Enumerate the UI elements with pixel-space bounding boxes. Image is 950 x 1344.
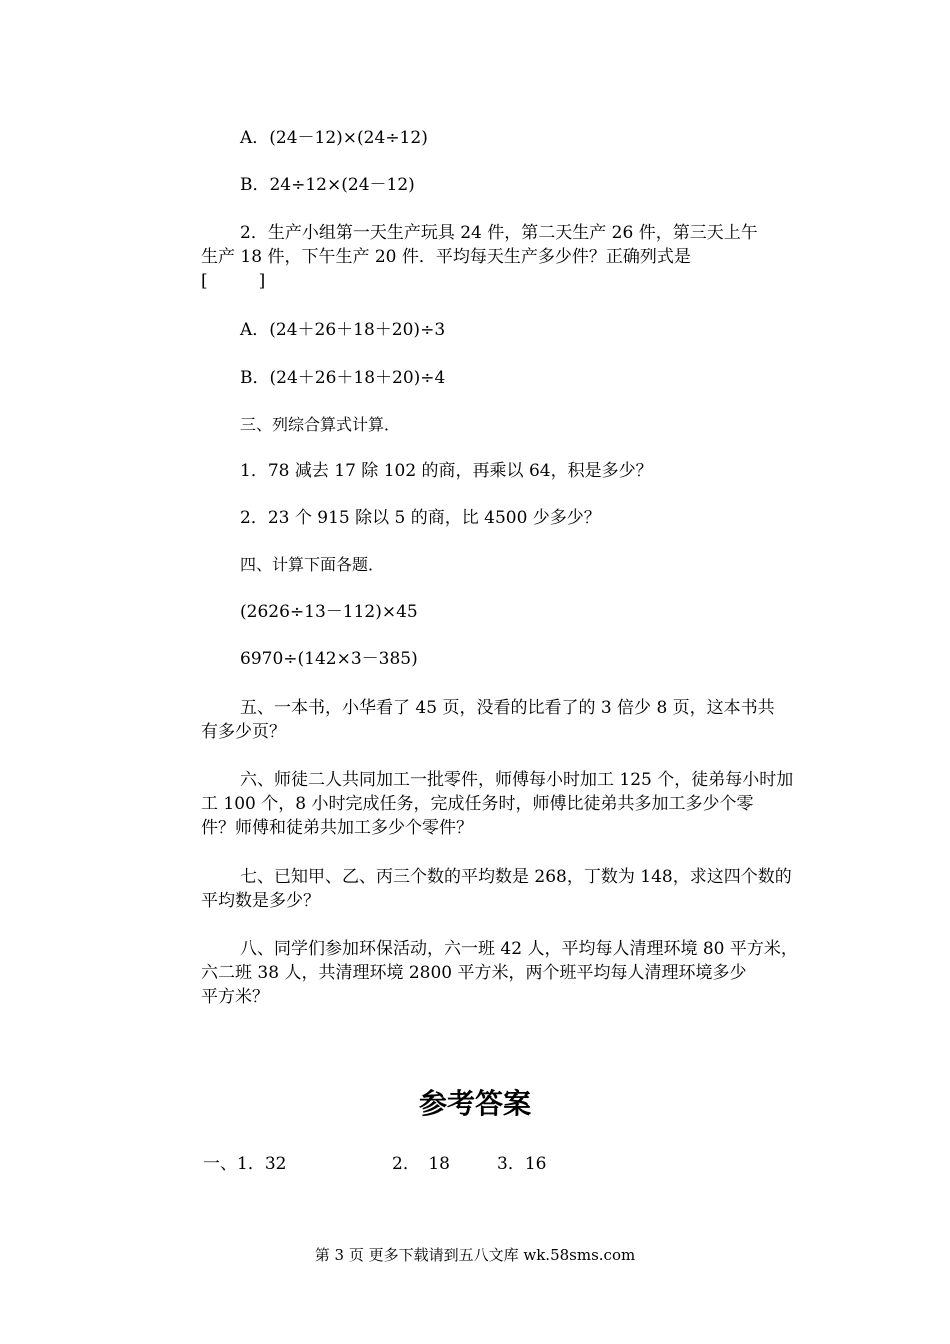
page-footer: 第 3 页 更多下载请到五八文库 wk.58sms.com xyxy=(314,1246,636,1264)
q2-option-b: B．(24＋26＋18＋20)÷4 xyxy=(240,368,446,388)
q2-text-line2: 生产 18 件，下午生产 20 件．平均每天生产多少件？正确列式是 xyxy=(201,247,691,267)
section8-line2: 六二班 38 人，共清理环境 2800 平方米，两个班平均每人清理环境多少 xyxy=(201,963,747,983)
section8-line1: 八、同学们参加环保活动，六一班 42 人，平均每人清理环境 80 平方米， xyxy=(240,939,798,959)
section7-line2: 平均数是多少？ xyxy=(201,891,320,911)
section3-item2: 2．23 个 915 除以 5 的商，比 4500 少多少？ xyxy=(240,508,601,528)
answers-title: 参考答案 xyxy=(418,1087,531,1120)
section5-line2: 有多少页？ xyxy=(201,722,286,742)
q2-option-a: A．(24＋26＋18＋20)÷3 xyxy=(240,320,446,340)
answers-part1: 一、1．32 xyxy=(203,1154,287,1174)
q1-option-a: A．(24－12)×(24÷12) xyxy=(240,128,428,148)
q1-option-b: B．24÷12×(24－12) xyxy=(240,175,415,195)
section6-line2: 工 100 个，8 小时完成任务，完成任务时，师傅比徒弟共多加工多少个零 xyxy=(201,794,754,814)
q2-text-line1: 2．生产小组第一天生产玩具 24 件，第二天生产 26 件，第三天上午 xyxy=(240,223,758,243)
section3-heading: 三、列综合算式计算． xyxy=(240,415,401,434)
answers-part2: 2． 18 xyxy=(392,1154,450,1174)
section6-line3: 件？师傅和徒弟共加工多少个零件？ xyxy=(201,818,473,838)
section7-line1: 七、已知甲、乙、丙三个数的平均数是 268，丁数为 148，求这四个数的 xyxy=(240,867,792,887)
section5-line1: 五、一本书，小华看了 45 页，没看的比看了的 3 倍少 8 页，这本书共 xyxy=(240,698,775,718)
section3-item1: 1．78 减去 17 除 102 的商，再乘以 64，积是多少？ xyxy=(240,461,653,481)
section4-heading: 四、计算下面各题． xyxy=(240,555,385,574)
answers-part3: 3．16 xyxy=(497,1154,547,1174)
section8-line3: 平方米？ xyxy=(201,987,269,1007)
q2-answer-bracket: [ ] xyxy=(201,271,266,291)
section4-expr1: (2626÷13－112)×45 xyxy=(240,602,418,622)
section4-expr2: 6970÷(142×3－385) xyxy=(240,649,418,669)
section6-line1: 六、师徒二人共同加工一批零件，师傅每小时加工 125 个，徒弟每小时加 xyxy=(240,770,794,790)
